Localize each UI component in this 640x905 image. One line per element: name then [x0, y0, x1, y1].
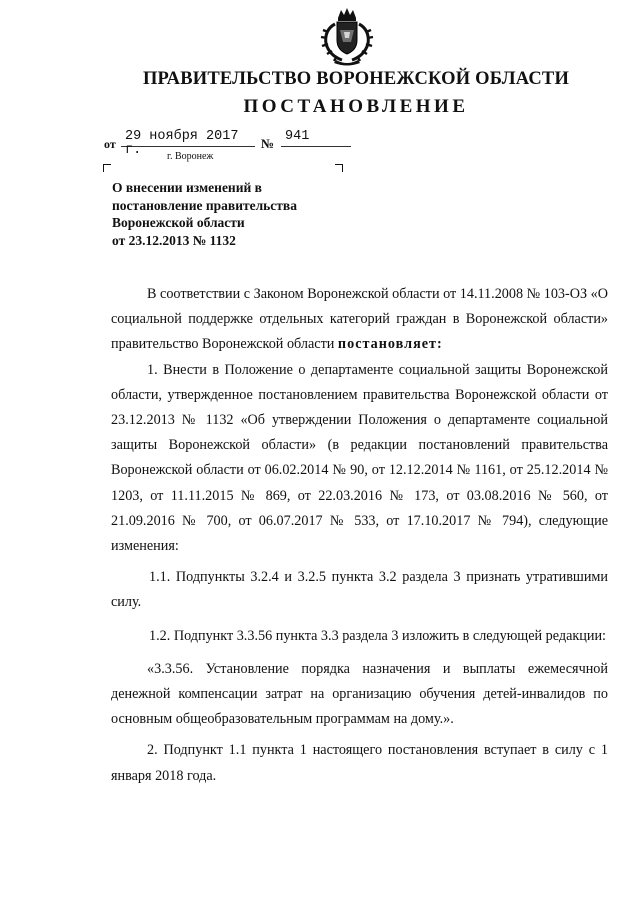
subject-line: от 23.12.2013 № 1132 [112, 232, 236, 248]
subject-line: О внесении изменений в [112, 180, 262, 195]
document-subject [112, 179, 352, 249]
item-1-2-paragraph: 1.2. Подпункт 3.3.56 пункта 3.3 раздела 3 изложить в следующей редакции: [149, 627, 606, 644]
preamble-keyword: постановляет: [337, 336, 443, 353]
subject-corner-left [103, 164, 111, 172]
subject-line: постановление правительства [112, 197, 297, 213]
coat-of-arms-icon [318, 6, 376, 66]
date-prefix-label: от [104, 137, 116, 151]
quoted-text-paragraph: «3.3.56. Установление порядка назначения и выплаты ежемесячной денежной компенсации затрат на организацию обучения детей-инвалидов по основным общеобразовательным программам на дому.». [111, 660, 608, 728]
document-type-title: ПОСТАНОВЛЕНИЕ [243, 96, 469, 117]
item-2-paragraph: 2. Подпункт 1.1 пункта 1 настоящего постановления вступает в силу с 1 января 2018 года. [111, 742, 608, 784]
preamble-paragraph [111, 282, 608, 358]
item-1-1-paragraph: 1.1. Подпункты 3.2.4 и 3.2.5 пункта 3.2 раздела 3 признать утратившими силу. [111, 569, 608, 611]
subject-line: Воронежской области [112, 215, 245, 230]
document-body [111, 282, 608, 789]
item-1-paragraph: 1. Внести в Положение о департаменте социальной защиты Воронежской области, утвержденное постановлением правительства Воронежской области от 23.12.2013 № 1132 «Об утверждении Положения о департаменте социальной защиты Воронежской области» (в редакции постановлений правительства Воронежской области от 06.02.2014 № 90, от 12.12.2014 № 1161, от 25.12.2014 № 1203, от 11.11.2015 № 869, от 22.03.2016 № 173, от 03.08.2016 № 560, от 21.09.2016 № 700, от 06.07.2017 № 533, от 17.10.2017 № 794), следующие изменения: [111, 361, 608, 555]
document-date: 29 ноября 2017 г. [121, 130, 255, 147]
number-prefix-label: № [261, 136, 275, 151]
subject-corner-right [335, 164, 343, 172]
document-number: 941 [281, 130, 351, 147]
city-label: г. Воронеж [167, 151, 214, 162]
preamble-text: В соответствии с Законом Воронежской области от 14.11.2008 № 103-ОЗ «О социальной поддержке отдельных категорий граждан в Воронежской области» правительство Воронежской области [111, 286, 608, 353]
government-name: ПРАВИТЕЛЬСТВО ВОРОНЕЖСКОЙ ОБЛАСТИ [142, 69, 570, 89]
